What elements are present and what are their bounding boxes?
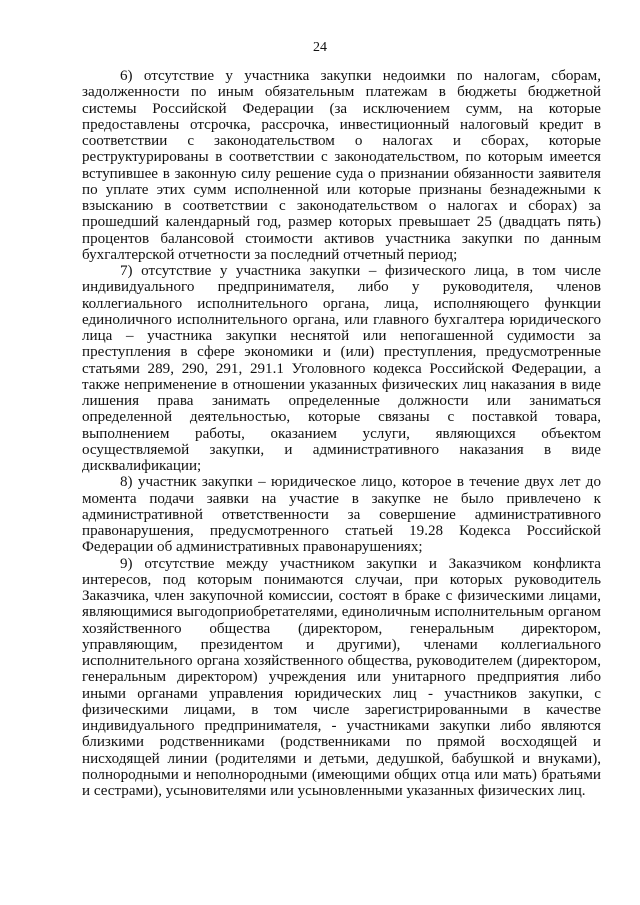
paragraph-item-7: 7) отсутствие у участника закупки – физического лица, в том числе индивидуального предпринимателя, либо у руководителя, членов коллегиального исполнительного органа, лица, исполняющего функции единоличного исполнительного органа, или главного бухгалтера юридического лица – участника закупки неснятой или непогашенной судимости за преступления в сфере экономики и (или) преступления, предусмотренные статьями 289, 290, 291, 291.1 Уголовного кодекса Российской Федерации, а также неприменение в отношении указанных физических лиц наказания в виде лишения права занимать определенные должности или заниматься определенной деятельностью, которые связаны с поставкой товара, выполнением работы, оказанием услуги, являющихся объектом осуществляемой закупки, и административного наказания в виде дисквалификации; (82, 263, 601, 474)
paragraph-item-6: 6) отсутствие у участника закупки недоимки по налогам, сборам, задолженности по иным обязательным платежам в бюджеты бюджетной системы Российской Федерации (за исключением сумм, на которые предоставлены отсрочка, рассрочка, инвестиционный налоговый кредит в соответствии с законодательством о налогах и сборах, которые реструктурированы в соответствии с законодательством, по которым имеется вступившее в законную силу решение суда о признании обязанности заявителя по уплате этих сумм исполненной или которые признаны безнадежными к взысканию в соответствии с законодательством о налогах и сборах) за прошедший календарный год, размер которых превышает 25 (двадцать пять) процентов балансовой стоимости активов участника закупки по данным бухгалтерской отчетности за последний отчетный период; (82, 68, 601, 263)
document-body (82, 68, 601, 799)
paragraph-item-9: 9) отсутствие между участником закупки и Заказчиком конфликта интересов, под которым понимаются случаи, при которых руководитель Заказчика, член закупочной комиссии, состоят в браке с физическими лицами, являющимися выгодоприобретателями, единоличным исполнительным органом хозяйственного общества (директором, генеральным директором, управляющим, президентом и другими), членами коллегиального исполнительного органа хозяйственного общества, руководителем (директором, генеральным директором) учреждения или унитарного предприятия либо иными органами управления юридических лиц - участников закупки, с физическими лицами, в том числе зарегистрированными в качестве индивидуального предпринимателя, - участниками закупки либо являются близкими родственниками (родственниками по прямой восходящей и нисходящей линии (родителями и детьми, дедушкой, бабушкой и внуками), полнородными и неполнородными (имеющими общих отца или мать) братьями и сестрами), усыновителями или усыновленными указанных физических лиц. (82, 555, 601, 799)
paragraph-item-8: 8) участник закупки – юридическое лицо, которое в течение двух лет до момента подачи заявки на участие в закупке не было привлечено к административной ответственности за совершение административного правонарушения, предусмотренного статьей 19.28 Кодекса Российской Федерации об административных правонарушениях; (82, 474, 601, 556)
page-number: 24 (313, 40, 327, 55)
